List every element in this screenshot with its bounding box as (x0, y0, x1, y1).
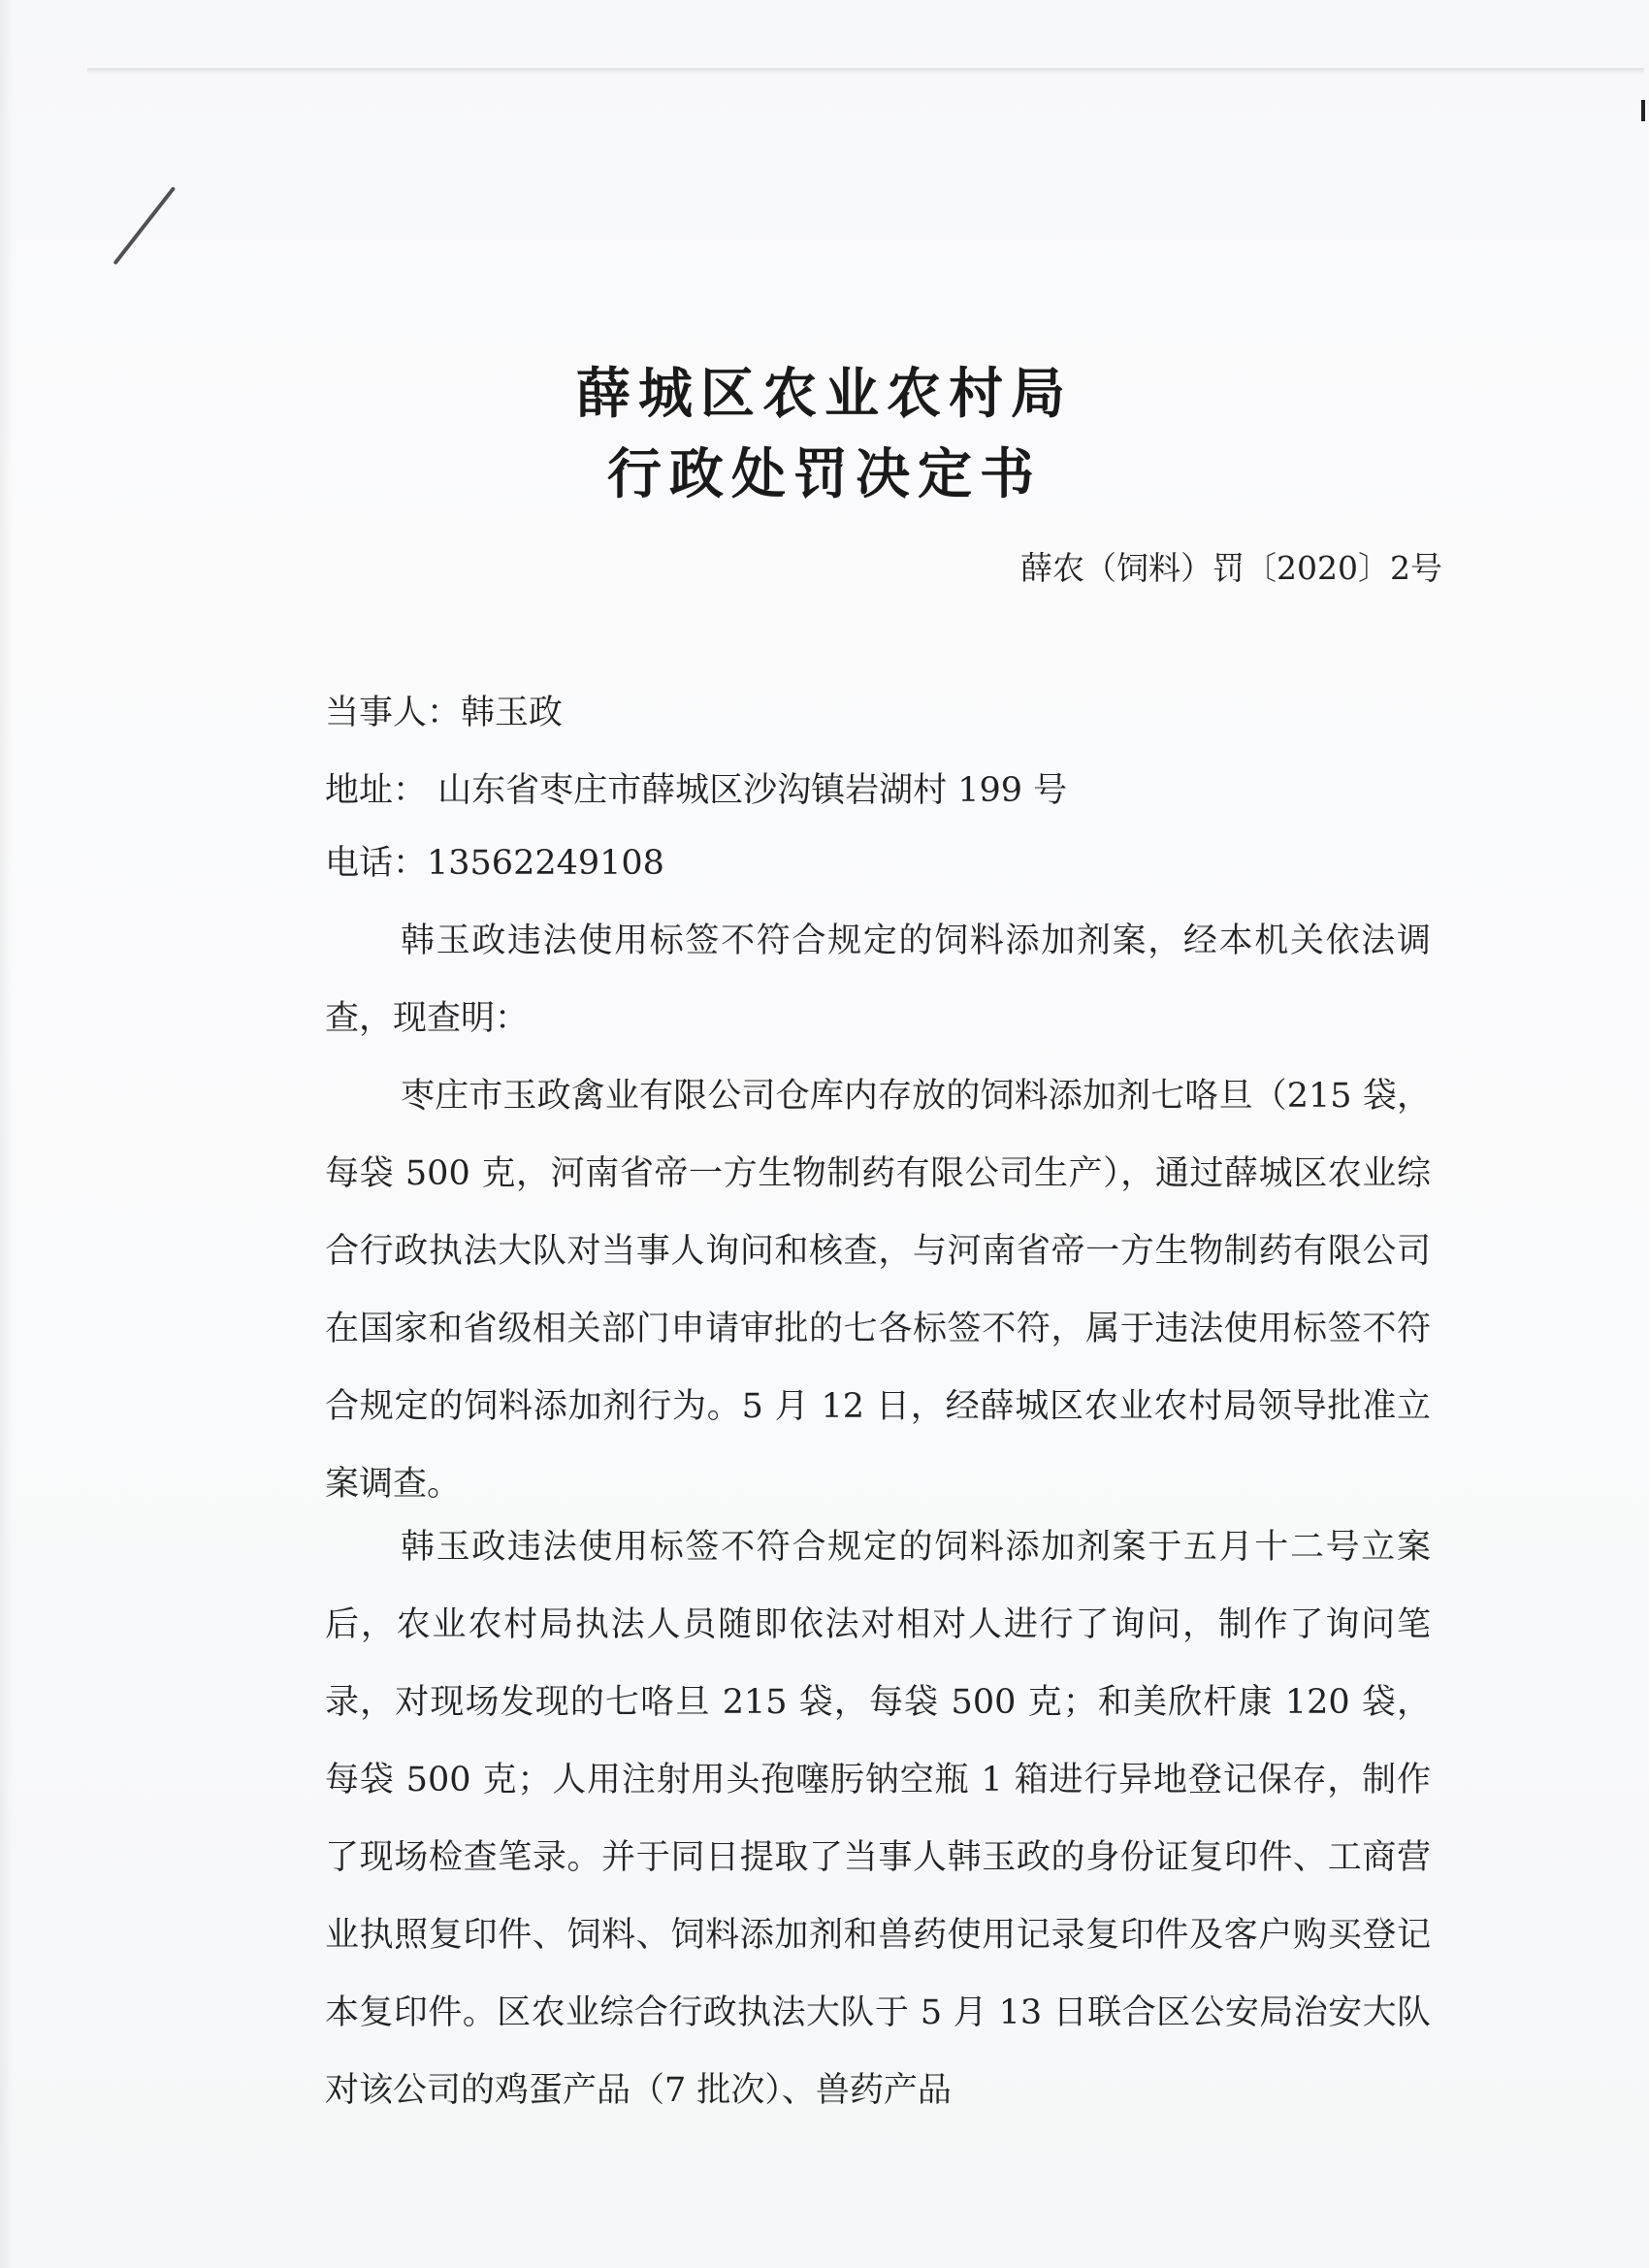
party-address: 地址： 山东省枣庄市薛城区沙沟镇岩湖村 199 号 (325, 771, 1068, 810)
body-paragraph-investigation: 韩玉政违法使用标签不符合规定的饲料添加剂案于五月十二号立案后，农业农村局执法人员随即依法对相对人进行了询问，制作了询问笔录，对现场发现的七咯旦 215 袋，每袋 500 克；和美欣杆康 120 袋，每袋 500 克；人用注射用头孢噻肟钠空瓶 1 箱进行异地登记保存，制作了现场检查笔录。并于同日提取了当事人韩玉政的身份证复印件、工商营业执照复印件、饲料、饲料添加剂和兽药使用记录复印件及客户购买登记本复印件。区农业综合行政执法大队于 5 月 13 日联合区公安局治安大队对该公司的鸡蛋产品（7 批次）、兽药产品 (325, 1528, 1431, 2110)
body-paragraph-findings: 枣庄市玉政禽业有限公司仓库内存放的饲料添加剂七咯旦（215 袋，每袋 500 克，河南省帝一方生物制药有限公司生产），通过薛城区农业综合行政执法大队对当事人询问和核查，与河南省帝一方生物制药有限公司在国家和省级相关部门申请审批的七各标签不符，属于违法使用标签不符合规定的饲料添加剂行为。5 月 12 日，经薛城区农业农村局领导批准立案调查。 (325, 1077, 1431, 1504)
party-phone: 电话：13562249108 (325, 844, 664, 883)
page-shadow (0, 0, 14, 2268)
document-title-line2: 行政处罚决定书 (607, 442, 1042, 506)
document-number: 薛农（饲料）罚〔2020〕2号 (1020, 549, 1442, 587)
document-title-line1: 薛城区农业农村局 (576, 362, 1073, 426)
body-paragraph-intro: 韩玉政违法使用标签不符合规定的饲料添加剂案，经本机关依法调查，现查明： (325, 922, 1431, 1038)
edge-mark (1641, 100, 1645, 121)
page-top-edge (87, 68, 1644, 76)
party-name: 当事人：韩玉政 (325, 694, 564, 732)
